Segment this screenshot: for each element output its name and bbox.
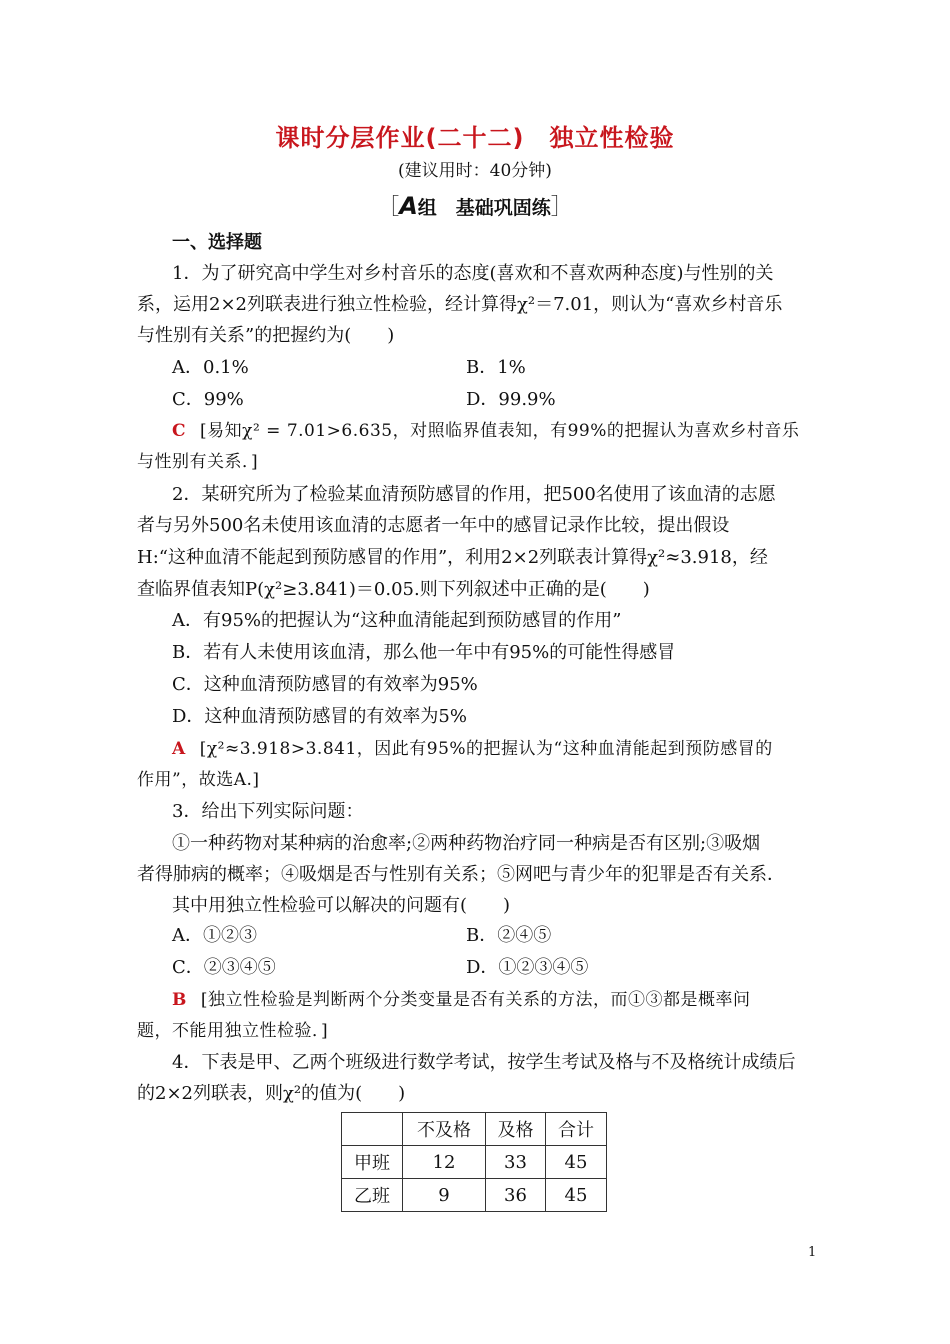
- q3-line-2: ①一种药物对某种病的治愈率;②两种药物治疗同一种病是否有区别;③吸烟: [172, 833, 761, 854]
- q1-option-d: D．99.9%: [466, 389, 556, 410]
- time-suggestion: (建议用时：40分钟): [398, 161, 552, 181]
- q3-explanation-text: [独立性检验是判断两个分类变量是否有关系的方法，而①③都是概率问: [200, 990, 751, 1010]
- q1-option-a: A．0.1%: [172, 357, 249, 378]
- q2-line-1: 2．某研究所为了检验某血清预防感冒的作用，把500名使用了该血清的志愿: [172, 484, 776, 505]
- q3-option-a: A．①②③: [172, 925, 257, 946]
- q3-explanation-line-1: [172, 985, 852, 1015]
- q3-line-1: 3．给出下列实际问题：: [172, 801, 364, 822]
- table-cell: 45: [546, 1179, 607, 1212]
- q1-explanation-line-2: 与性别有关系．]: [137, 452, 259, 472]
- table-cell: 乙班: [342, 1179, 403, 1212]
- q1-option-c: C．99%: [172, 389, 244, 410]
- table-header-cell: 不及格: [403, 1113, 486, 1146]
- q3-line-4: 其中用独立性检验可以解决的问题有( ): [172, 895, 511, 916]
- group-letter: A: [399, 192, 418, 220]
- q2-explanation-text: [χ²≈3.918>3.841，因此有95%的把握认为“这种血清能起到预防感冒的: [199, 739, 773, 759]
- q2-option-a: A．有95%的把握认为“这种血清能起到预防感冒的作用”: [172, 610, 622, 631]
- contingency-table: [341, 1112, 607, 1212]
- q2-option-b: B．若有人未使用该血清，那么他一年中有95%的可能性得感冒: [172, 642, 676, 663]
- page-title: 课时分层作业(二十二) 独立性检验: [275, 124, 675, 152]
- q1-explanation-line-1: [172, 416, 852, 446]
- q3-option-d: D．①②③④⑤: [466, 957, 589, 978]
- table-row: [342, 1146, 607, 1179]
- q2-answer: A: [172, 739, 186, 759]
- table-header-cell: 及格: [486, 1113, 546, 1146]
- table-cell: 36: [486, 1179, 546, 1212]
- group-label: 组 基础巩固练: [417, 197, 551, 219]
- q2-explanation-line-1: [172, 734, 852, 764]
- section-heading: 一、选择题: [172, 232, 262, 253]
- q4-line-1: 4．下表是甲、乙两个班级进行数学考试，按学生考试及格与不及格统计成绩后: [172, 1052, 796, 1073]
- q2-option-d: D．这种血清预防感冒的有效率为5%: [172, 706, 467, 727]
- q1-option-b: B．1%: [466, 357, 526, 378]
- q2-line-4: 查临界值表知P(χ²≥3.841)＝0.05.则下列叙述中正确的是( ): [137, 579, 650, 600]
- q1-answer: C: [172, 421, 187, 441]
- page-number: 1: [808, 1245, 817, 1260]
- group-bracket-left: ［: [377, 195, 400, 220]
- table-cell: 33: [486, 1146, 546, 1179]
- table-header-row: [342, 1113, 607, 1146]
- table-cell: 9: [403, 1179, 486, 1212]
- table-row: [342, 1179, 607, 1212]
- q3-line-3: 者得肺病的概率；④吸烟是否与性别有关系；⑤网吧与青少年的犯罪是否有关系．: [137, 864, 785, 885]
- q4-line-2: 的2×2列联表，则χ²的值为( ): [137, 1083, 406, 1104]
- table-header-cell: 合计: [546, 1113, 607, 1146]
- q3-option-c: C．②③④⑤: [172, 957, 276, 978]
- group-heading: [0, 190, 950, 221]
- table-cell: 12: [403, 1146, 486, 1179]
- table-header-cell: [342, 1113, 403, 1146]
- q2-line-3: H:“这种血清不能起到预防感冒的作用”，利用2×2列联表计算得χ²≈3.918，经: [137, 547, 768, 568]
- q3-option-b: B．②④⑤: [466, 925, 552, 946]
- q2-line-2: 者与另外500名未使用该血清的志愿者一年中的感冒记录作比较，提出假设: [137, 515, 730, 536]
- q2-explanation-line-2: 作用”，故选A.]: [137, 770, 260, 790]
- group-bracket-right: ］: [550, 195, 573, 220]
- table-cell: 甲班: [342, 1146, 403, 1179]
- q3-explanation-line-2: 题，不能用独立性检验．]: [137, 1021, 329, 1041]
- table-cell: 45: [546, 1146, 607, 1179]
- q1-line-2: 系，运用2×2列联表进行独立性检验，经计算得χ²＝7.01，则认为“喜欢乡村音乐: [137, 294, 783, 315]
- q1-line-3: 与性别有关系”的把握约为( ): [137, 325, 395, 346]
- q3-answer: B: [172, 990, 187, 1010]
- q1-explanation-text: [易知χ² = 7.01>6.635，对照临界值表知，有99%的把握认为喜欢乡村音乐: [200, 421, 800, 441]
- q1-line-1: 1．为了研究高中学生对乡村音乐的态度(喜欢和不喜欢两种态度)与性别的关: [172, 263, 774, 284]
- q2-option-c: C．这种血清预防感冒的有效率为95%: [172, 674, 478, 695]
